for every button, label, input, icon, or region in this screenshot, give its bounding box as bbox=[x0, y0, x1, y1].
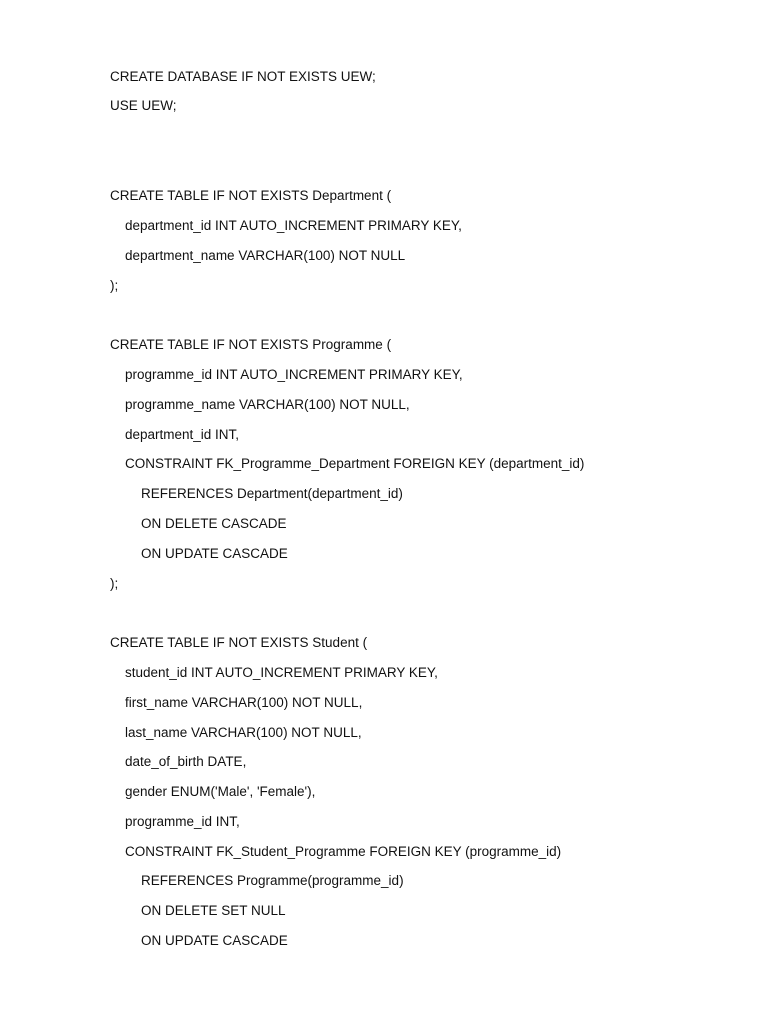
sql-line-programme-name: programme_name VARCHAR(100) NOT NULL, bbox=[125, 397, 410, 412]
sql-line-create-programme: CREATE TABLE IF NOT EXISTS Programme ( bbox=[110, 337, 392, 352]
sql-line-student-references: REFERENCES Programme(programme_id) bbox=[141, 873, 404, 888]
sql-line-student-programme-id: programme_id INT, bbox=[125, 814, 240, 829]
sql-line-student-constraint: CONSTRAINT FK_Student_Programme FOREIGN KEY (programme_id) bbox=[125, 844, 562, 859]
sql-line-student-id: student_id INT AUTO_INCREMENT PRIMARY KEY, bbox=[125, 665, 438, 680]
sql-line-close-department: ); bbox=[110, 278, 119, 293]
sql-line-date-of-birth: date_of_birth DATE, bbox=[125, 754, 247, 769]
sql-line-last-name: last_name VARCHAR(100) NOT NULL, bbox=[125, 725, 362, 740]
sql-line-create-database: CREATE DATABASE IF NOT EXISTS UEW; bbox=[110, 69, 376, 84]
sql-line-programme-dept-id: department_id INT, bbox=[125, 427, 240, 442]
sql-line-programme-constraint: CONSTRAINT FK_Programme_Department FOREIGN KEY (department_id) bbox=[125, 456, 585, 471]
sql-line-programme-id: programme_id INT AUTO_INCREMENT PRIMARY KEY, bbox=[125, 367, 463, 382]
sql-line-first-name: first_name VARCHAR(100) NOT NULL, bbox=[125, 695, 363, 710]
sql-line-student-on-delete: ON DELETE SET NULL bbox=[141, 903, 286, 918]
sql-line-gender: gender ENUM('Male', 'Female'), bbox=[125, 784, 316, 799]
sql-line-student-on-update: ON UPDATE CASCADE bbox=[141, 933, 288, 948]
sql-line-department-id: department_id INT AUTO_INCREMENT PRIMARY KEY, bbox=[125, 218, 462, 233]
sql-line-programme-on-update: ON UPDATE CASCADE bbox=[141, 546, 288, 561]
sql-line-programme-references: REFERENCES Department(department_id) bbox=[141, 486, 403, 501]
sql-line-use-database: USE UEW; bbox=[110, 98, 177, 113]
sql-line-programme-on-delete: ON DELETE CASCADE bbox=[141, 516, 287, 531]
sql-line-department-name: department_name VARCHAR(100) NOT NULL bbox=[125, 248, 406, 263]
sql-line-create-student: CREATE TABLE IF NOT EXISTS Student ( bbox=[110, 635, 368, 650]
sql-line-close-programme: ); bbox=[110, 576, 119, 591]
sql-line-create-department: CREATE TABLE IF NOT EXISTS Department ( bbox=[110, 188, 392, 203]
